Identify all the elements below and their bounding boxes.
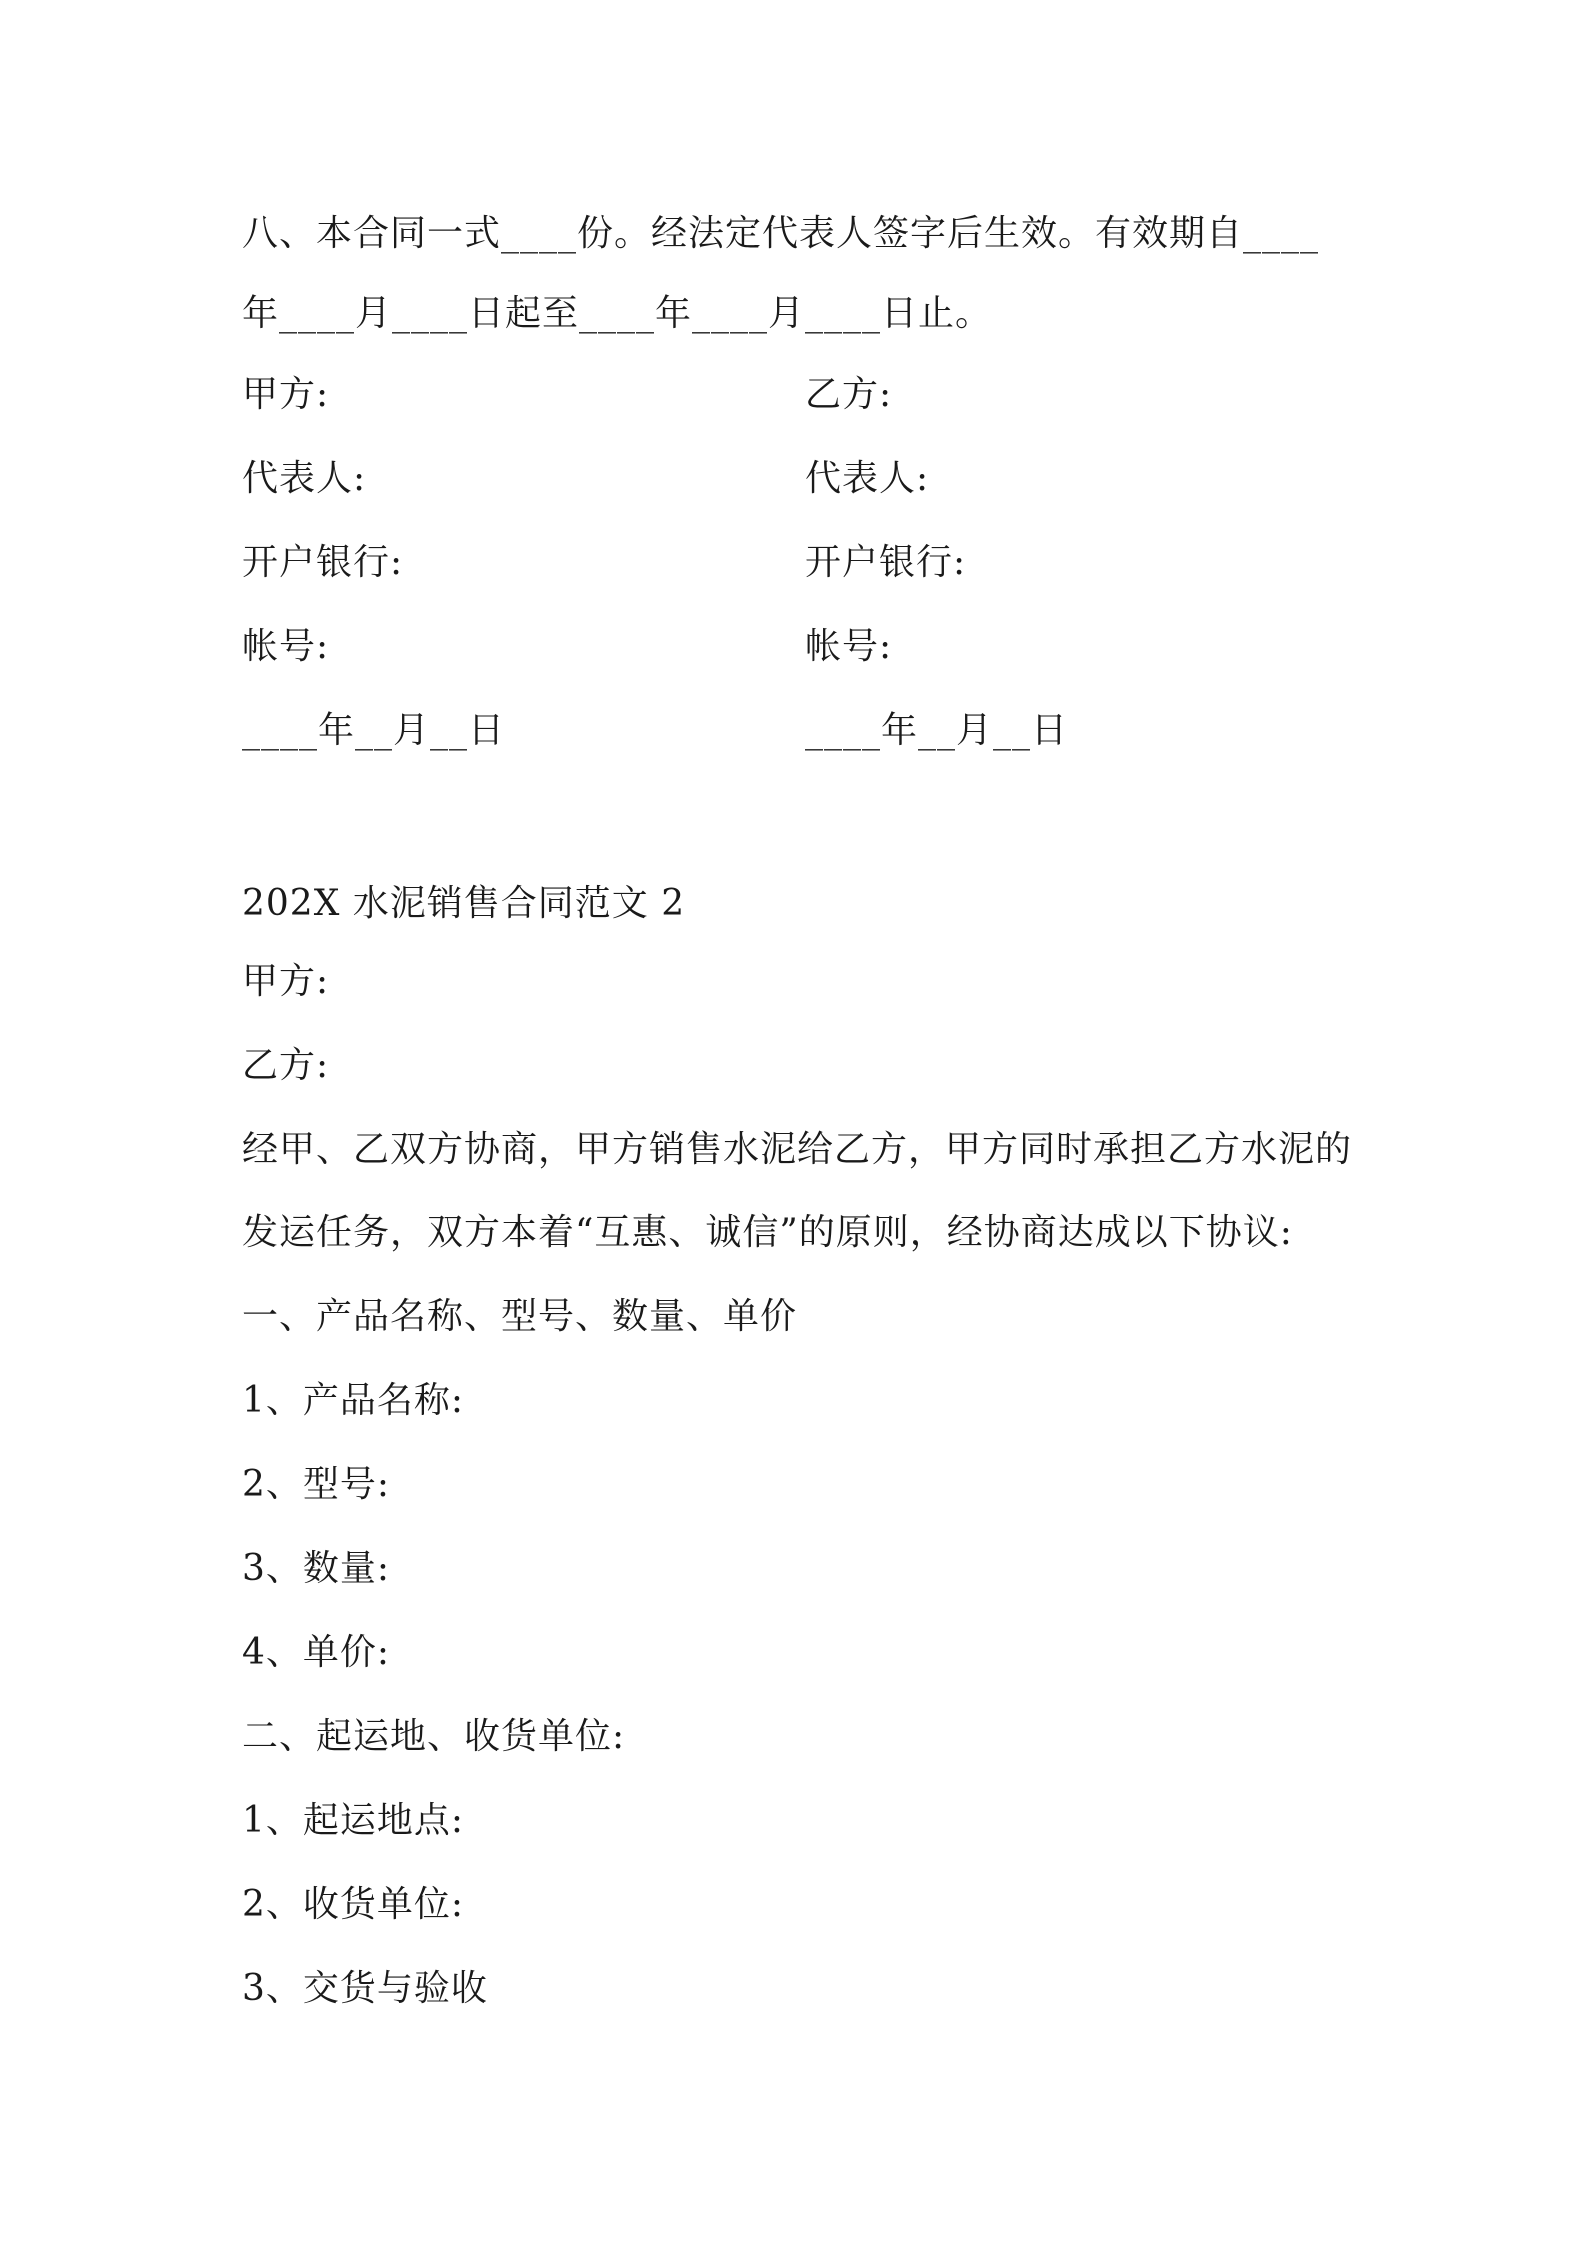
intro-line-2: 发运任务，双方本着“互惠、诚信”的原则，经协商达成以下协议: [242,1212,1293,1253]
party-a-account: 帐号: [242,626,330,667]
clause-8-line-1: 八、本合同一式____份。经法定代表人签字后生效。有效期自____ [242,213,1320,254]
party-b-account: 帐号: [805,626,893,667]
section-1-item: 3、数量: [242,1548,391,1589]
intro-line-1: 经甲、乙双方协商，甲方销售水泥给乙方，甲方同时承担乙方水泥的 [242,1129,1353,1170]
section-2-heading: 二、起运地、收货单位: [242,1716,626,1757]
clause-8-line-2: 年____月____日起至____年____月____日止。 [242,293,993,334]
party-a-date: ____年__月__日 [242,710,506,751]
party-a-bank: 开户银行: [242,542,404,583]
section-1-item: 4、单价: [242,1632,391,1673]
section-1-item: 1、产品名称: [242,1380,465,1421]
party-b-bank: 开户银行: [805,542,967,583]
party-b-representative: 代表人: [805,458,930,499]
section-1-heading: 一、产品名称、型号、数量、单价 [242,1296,798,1337]
section-2-item: 1、起运地点: [242,1800,465,1841]
party-a-representative: 代表人: [242,458,367,499]
contract-2-title: 202X 水泥销售合同范文 2 [242,883,686,924]
party-a-label: 甲方: [242,374,330,415]
party-b-date: ____年__月__日 [805,710,1069,751]
contract-2-party-b: 乙方: [242,1045,330,1086]
party-b-label: 乙方: [805,374,893,415]
contract-2-party-a: 甲方: [242,961,330,1002]
section-2-item: 3、交货与验收 [242,1968,488,2009]
section-1-item: 2、型号: [242,1464,391,1505]
section-2-item: 2、收货单位: [242,1884,465,1925]
